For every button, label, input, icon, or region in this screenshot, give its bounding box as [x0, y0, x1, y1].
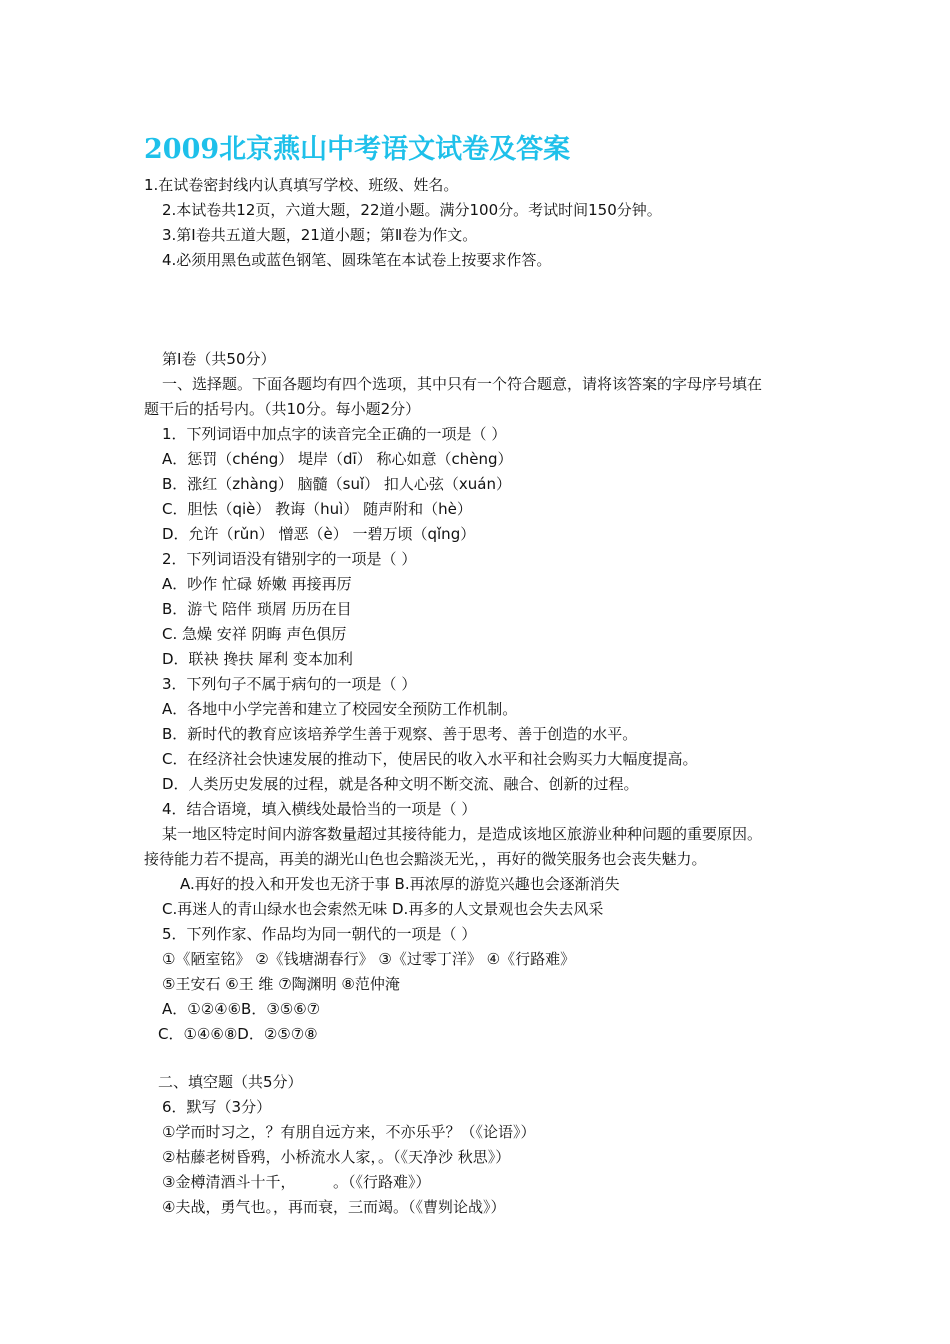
- question-4-passage: 某一地区特定时间内游客数量超过其接待能力，是造成该地区旅游业种种问题的重要原因。: [162, 825, 763, 843]
- part1-heading: 第Ⅰ卷（共50分）: [162, 350, 276, 368]
- question-4-passage: 接待能力若不提高，再美的湖光山色也会黯淡无光，，再好的微笑服务也会丧失魅力。: [144, 850, 707, 868]
- question-2-option: B．游弋 陪伴 琐屑 历历在目: [162, 600, 352, 618]
- question-5-item: ①《陋室铭》 ②《钱塘湖春行》 ③《过零丁洋》 ④《行路难》: [162, 950, 576, 968]
- question-1-option: C．胆怯（qiè） 教诲（huì） 随声附和（hè）: [162, 500, 472, 518]
- note-line: 4.必须用黑色或蓝色钢笔、圆珠笔在本试卷上按要求作答。: [162, 251, 552, 269]
- fill-blank-line: ②枯藤老树昏鸦，小桥流水人家，。（《天净沙 秋思》）: [162, 1148, 511, 1166]
- question-2-option: A．吵作 忙碌 娇嫩 再接再厉: [162, 575, 352, 593]
- section1-intro-line: 题干后的括号内。（共10分。每小题2分）: [144, 400, 421, 418]
- question-1-stem: 1．下列词语中加点字的读音完全正确的一项是（ ）: [162, 425, 507, 443]
- question-3-option: C．在经济社会快速发展的推动下，使居民的收入水平和社会购买力大幅度提高。: [162, 750, 698, 768]
- section2-heading: 二、填空题（共5分）: [158, 1073, 303, 1091]
- question-3-stem: 3．下列句子不属于病句的一项是（ ）: [162, 675, 417, 693]
- note-line: 1.在试卷密封线内认真填写学校、班级、姓名。: [144, 176, 459, 194]
- question-2-stem: 2．下列词语没有错别字的一项是（ ）: [162, 550, 417, 568]
- fill-blank-line: ③金樽清酒斗十千， 。（《行路难》）: [162, 1173, 431, 1191]
- question-5-option: A．①②④⑥B．③⑤⑥⑦: [162, 1000, 321, 1018]
- question-5-stem: 5．下列作家、作品均为同一朝代的一项是（ ）: [162, 925, 477, 943]
- section1-intro-line: 一、选择题。下面各题均有四个选项，其中只有一个符合题意，请将该答案的字母序号填在: [162, 375, 763, 393]
- fill-blank-line: ①学而时习之，？有朋自远方来，不亦乐乎？（《论语》）: [162, 1123, 536, 1141]
- question-4-option: A.再好的投入和开发也无济于事 B.再浓厚的游览兴趣也会逐渐消失: [180, 875, 620, 893]
- question-3-option: A．各地中小学完善和建立了校园安全预防工作机制。: [162, 700, 518, 718]
- question-1-option: D．允许（rǔn） 憎恶（è） 一碧万顷（qǐng）: [162, 525, 476, 543]
- question-1-option: A．惩罚（chéng） 堤岸（dī） 称心如意（chèng）: [162, 450, 513, 468]
- question-3-option: B．新时代的教育应该培养学生善于观察、善于思考、善于创造的水平。: [162, 725, 638, 743]
- question-6-stem: 6．默写（3分）: [162, 1098, 272, 1116]
- question-3-option: D．人类历史发展的过程，就是各种文明不断交流、融合、创新的过程。: [162, 775, 639, 793]
- question-2-option: D．联袂 搀扶 犀利 变本加利: [162, 650, 353, 668]
- question-1-option: B．涨红（zhàng） 脑髓（suǐ） 扣人心弦（xuán）: [162, 475, 512, 493]
- question-4-option: C.再迷人的青山绿水也会索然无味 D.再多的人文景观也会失去风采: [162, 900, 604, 918]
- note-line: 2.本试卷共12页，六道大题，22道小题。满分100分。考试时间150分钟。: [162, 201, 662, 219]
- question-4-stem: 4．结合语境，填入横线处最恰当的一项是（ ）: [162, 800, 477, 818]
- question-5-option: C．①④⑥⑧D．②⑤⑦⑧: [158, 1025, 318, 1043]
- question-5-item: ⑤王安石 ⑥王 维 ⑦陶渊明 ⑧范仲淹: [162, 975, 400, 993]
- note-line: 3.第Ⅰ卷共五道大题，21道小题；第Ⅱ卷为作文。: [162, 226, 478, 244]
- question-2-option: C. 急燥 安祥 阴晦 声色俱厉: [162, 625, 347, 643]
- document-title: 2009北京燕山中考语文试卷及答案: [144, 134, 571, 165]
- fill-blank-line: ④夫战，勇气也。，再而衰，三而竭。（《曹刿论战》）: [162, 1198, 506, 1216]
